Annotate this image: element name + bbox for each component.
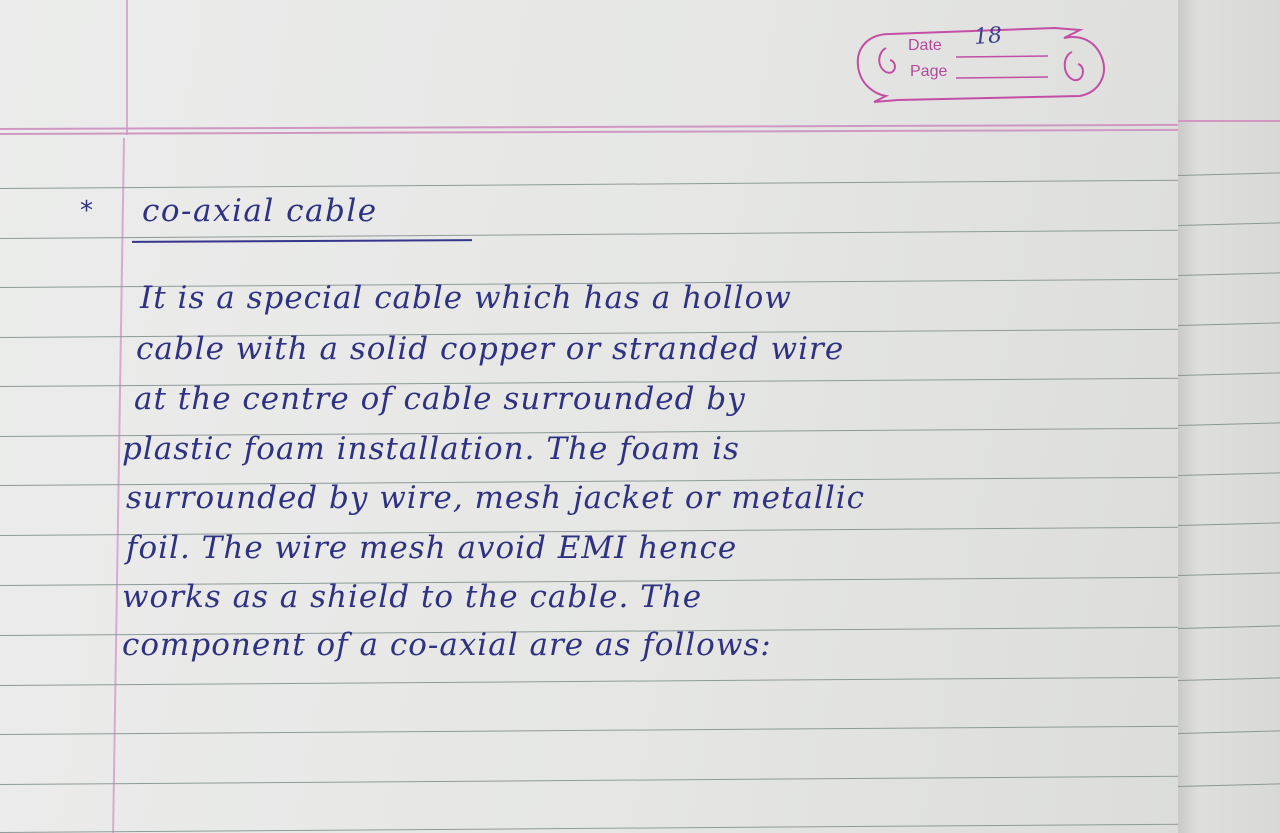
note-line: cable with a solid copper or stranded wire bbox=[136, 331, 845, 367]
note-heading: co-axial cable bbox=[142, 193, 378, 229]
ruled-line bbox=[0, 677, 1185, 686]
date-value: 18 bbox=[973, 23, 1003, 50]
ruled-line bbox=[1178, 730, 1280, 734]
ruled-line bbox=[1178, 625, 1280, 629]
ruled-line bbox=[0, 230, 1185, 239]
ruled-line bbox=[1178, 272, 1280, 276]
ruled-line bbox=[1178, 572, 1280, 576]
page-label: Page bbox=[910, 63, 948, 80]
note-line: It is a special cable which has a hollow bbox=[140, 280, 792, 316]
ruled-line bbox=[1178, 522, 1280, 526]
ruled-line bbox=[1178, 677, 1280, 681]
ruled-line bbox=[0, 726, 1185, 735]
ruled-line bbox=[1178, 172, 1280, 176]
note-line: component of a co-axial are as follows: bbox=[122, 627, 772, 663]
bullet-star: * bbox=[80, 196, 93, 226]
ruled-line bbox=[0, 824, 1185, 833]
ruled-line bbox=[1178, 472, 1280, 476]
note-line: works as a shield to the cable. The bbox=[122, 579, 703, 615]
adjacent-page bbox=[1178, 0, 1280, 833]
ruled-line bbox=[1178, 322, 1280, 326]
left-margin-line bbox=[112, 138, 125, 833]
header-margin-line bbox=[0, 129, 1185, 135]
note-line: plastic foam installation. The foam is bbox=[122, 431, 740, 467]
ruled-line bbox=[1178, 422, 1280, 426]
date-page-stamp bbox=[850, 22, 1108, 106]
top-margin-line-vertical bbox=[126, 0, 128, 135]
heading-underline bbox=[132, 239, 472, 243]
note-line: surrounded by wire, mesh jacket or metallic bbox=[126, 480, 866, 516]
note-line: at the centre of cable surrounded by bbox=[134, 381, 746, 417]
ruled-line bbox=[1178, 783, 1280, 787]
note-line: foil. The wire mesh avoid EMI hence bbox=[126, 530, 738, 566]
ruled-line bbox=[0, 180, 1185, 189]
ruled-line bbox=[1178, 120, 1280, 122]
ruled-line bbox=[1178, 222, 1280, 226]
date-label: Date bbox=[908, 37, 942, 54]
ruled-line bbox=[0, 776, 1185, 785]
ruled-line bbox=[1178, 372, 1280, 376]
